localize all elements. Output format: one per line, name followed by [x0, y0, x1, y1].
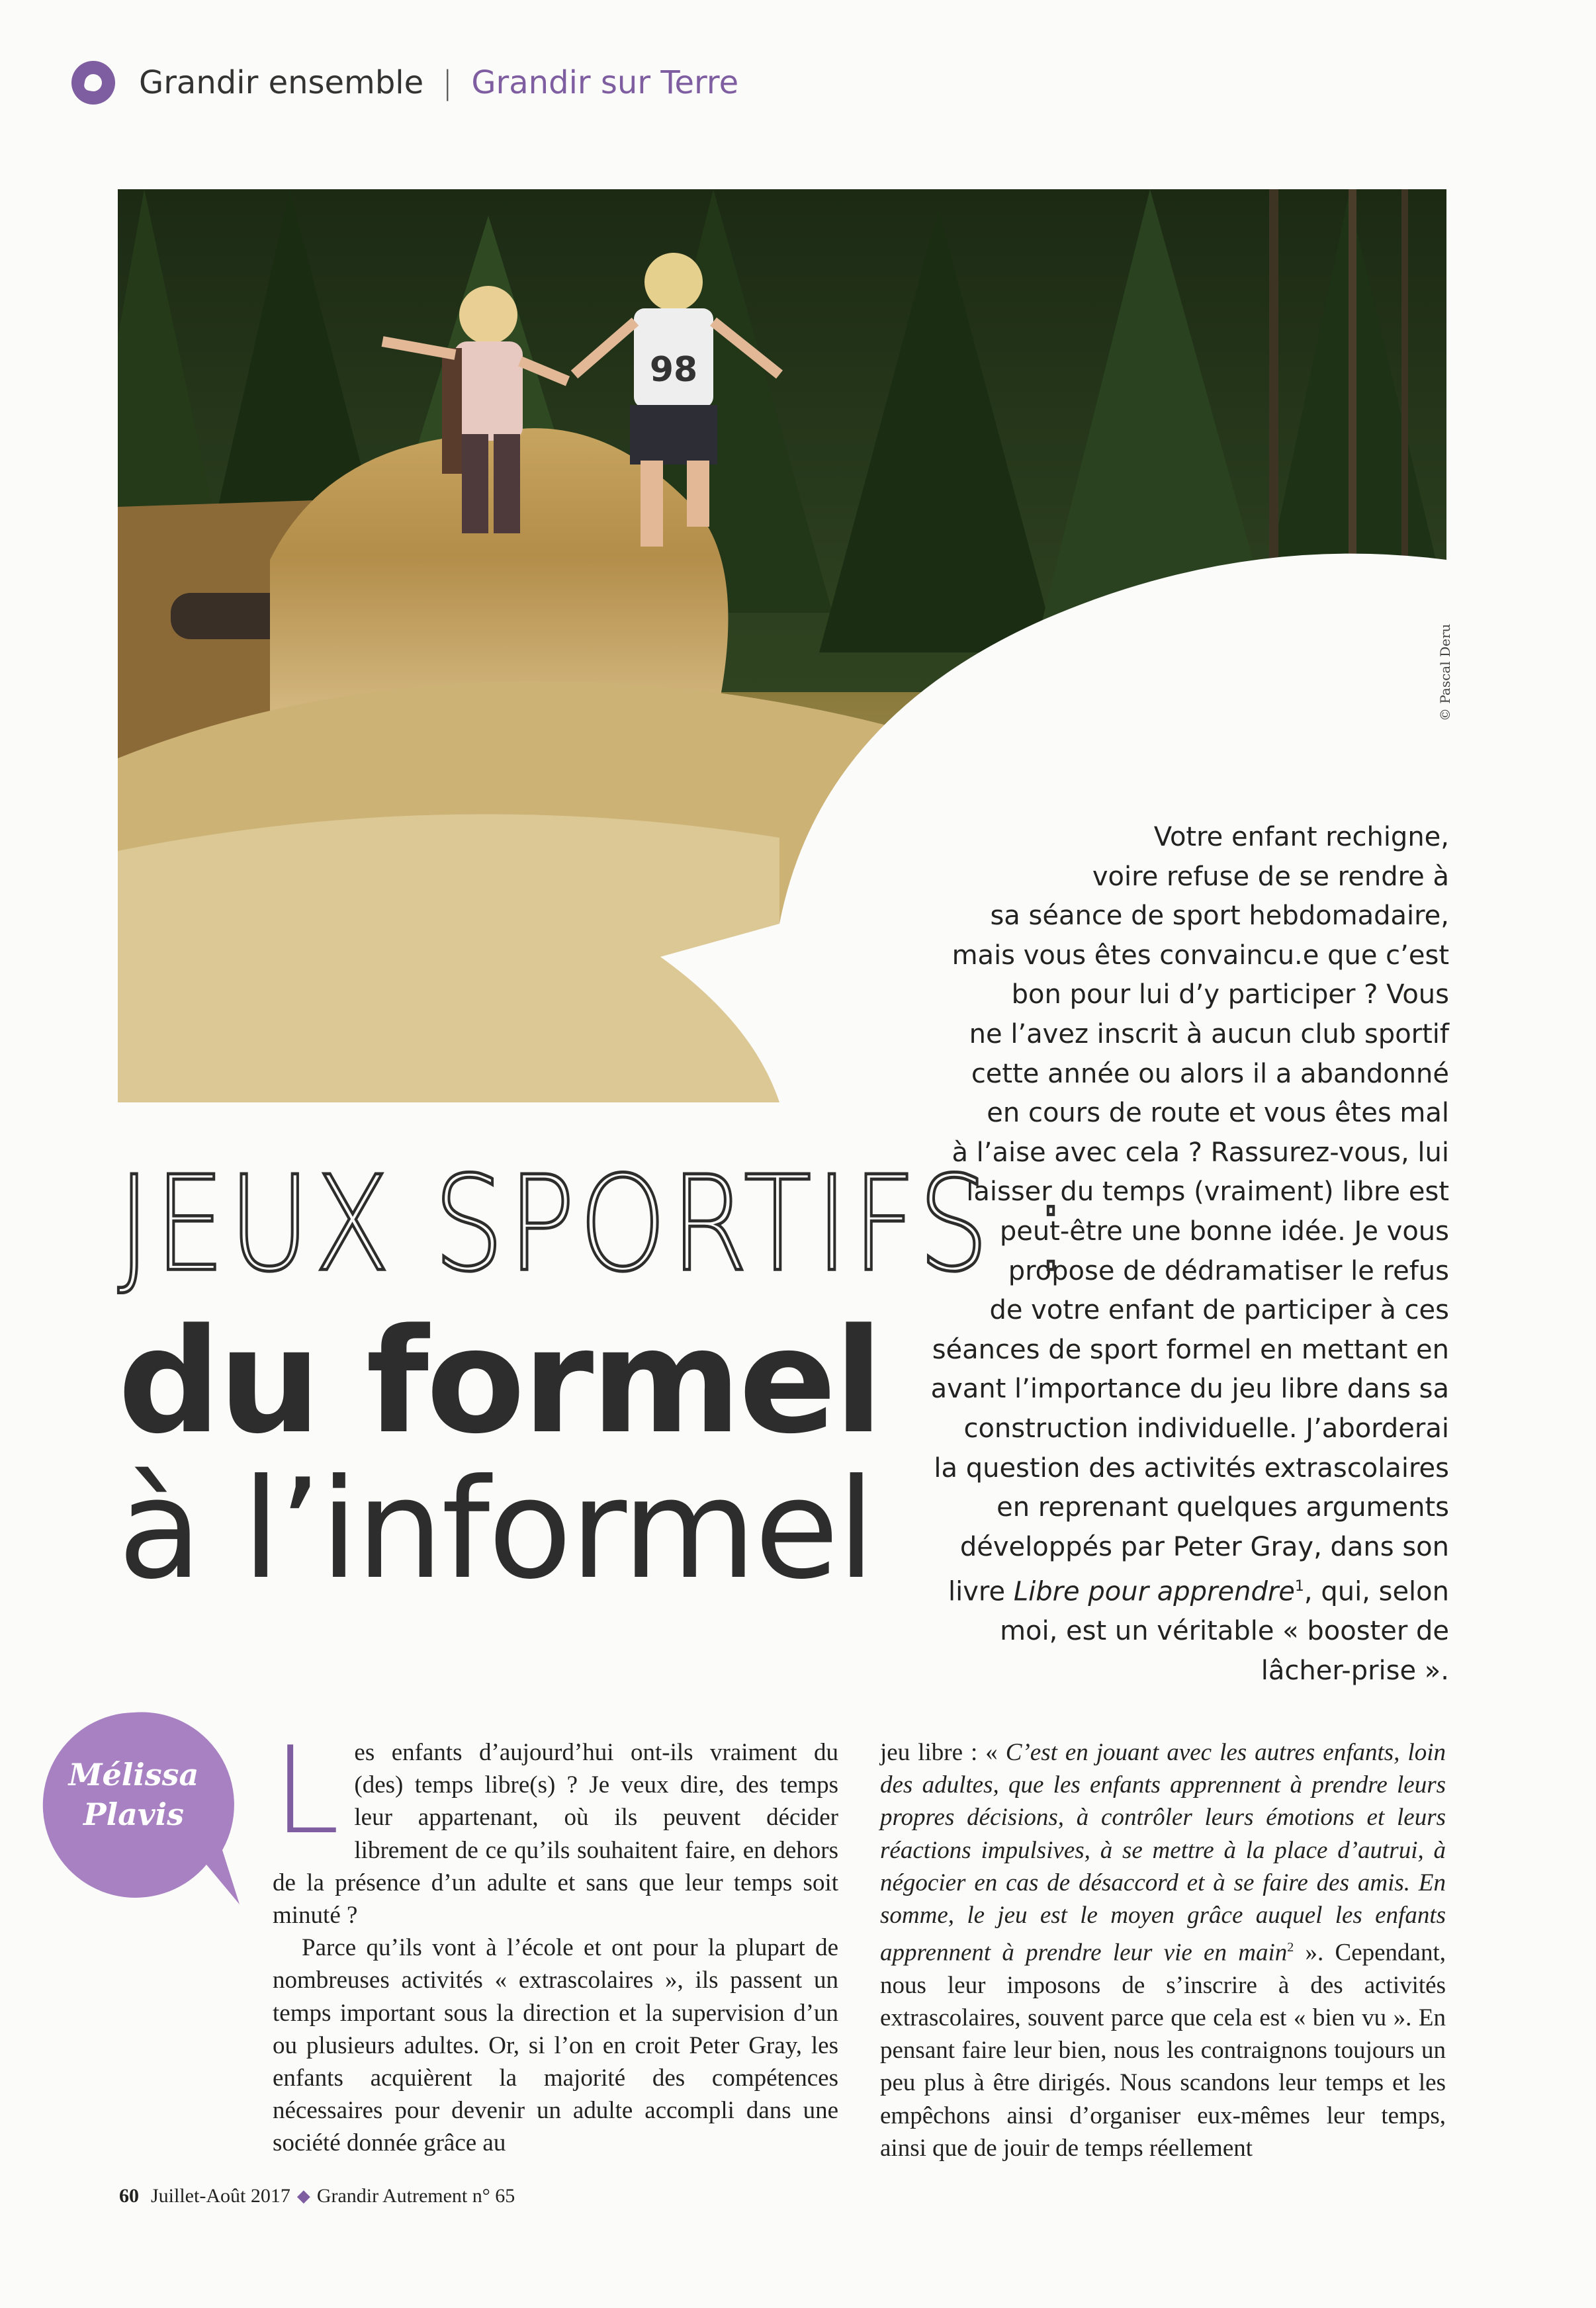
page-number: 60: [119, 2185, 139, 2207]
author-name: [34, 1755, 233, 1834]
intro-line: bon pour lui d’y participer ? Vous: [1011, 979, 1449, 1010]
intro-line: voire refuse de se rendre à: [1092, 861, 1449, 892]
magazine-name: Grandir Autrement n° 65: [316, 2185, 515, 2207]
intro-line: mais vous êtes convaincu.e que c’est: [952, 940, 1449, 971]
paragraph-text: es enfants d’aujourd’hui ont-ils vraiment du (des) temps libre(s) ? Je veux dire, des temps leur appartenant, où ils peuvent décider librement de ce qu’ils souhaitent faire, en dehors de la présence d’un adulte et sans que leur temps soit minuté ?: [273, 1739, 838, 1930]
author-bubble: [34, 1706, 245, 1916]
intro-line: construction individuelle. J’aborderai: [963, 1413, 1449, 1444]
title-line-2: du formel: [118, 1298, 881, 1466]
footnote-ref: 1: [1294, 1578, 1304, 1595]
section-title: Grandir ensemble: [139, 64, 424, 101]
author-last-name: Plavis: [83, 1797, 184, 1832]
subsection-title: Grandir sur Terre: [471, 64, 739, 101]
intro-line: laisser du temps (vraiment) libre est: [966, 1176, 1449, 1208]
intro-line: en reprenant quelques arguments: [997, 1492, 1449, 1523]
quote: C’est en jouant avec les autres enfants, loin des adultes, que les enfants apprennent à prendre leurs propres décisions, à contrôler leurs émotions et leurs réactions impulsives, à se mettre à la place d’autrui, à négocier en cas de désaccord et à se faire des amis. En somme, le jeu est le moyen grâce auquel les enfants apprennent à prendre leur vie en main: [880, 1739, 1446, 1967]
section-header: [71, 60, 738, 106]
footnote-ref: 2: [1287, 1940, 1294, 1955]
intro-line: séances de sport formel en mettant en: [932, 1334, 1449, 1365]
paragraph: [273, 1720, 838, 1931]
diamond-icon: ◆: [296, 2186, 310, 2205]
paragraph-text: ». Cependant, nous leur imposons de s’inscrire à des activités extrascolaires, souvent parce que cela est « bien vu ». En pensant faire leur bien, nous les contraignons toujours un peu plus à être dirigés. Nous scandons leur temps et les empêchons ainsi d’organiser eux-mêmes leur temps, ainsi que de jouir de temps réellement: [880, 1939, 1446, 2162]
intro-line: lâcher-prise ».: [1261, 1655, 1449, 1686]
page-footer: [119, 2185, 515, 2207]
intro-line: en cours de route et vous êtes mal: [987, 1098, 1449, 1129]
body-column-1: [273, 1720, 838, 2160]
intro-line: à l’aise avec cela ? Rassurez-vous, lui: [952, 1137, 1449, 1168]
intro-line: moi, est un véritable « booster de: [1000, 1616, 1449, 1647]
author-first-name: Mélissa: [68, 1757, 199, 1793]
paragraph: Parce qu’ils vont à l’école et ont pour la plupart de nombreuses activités « extrascolaires », ils passent un temps important sous la direction et la supervision d’un ou plusieurs adultes. Or, si l’on en croit Peter Gray, les enfants acquièrent la majorité des compétences nécessaires pour devenir un adulte accompli dans une société donnée grâce au: [273, 1934, 838, 2157]
intro-line: de votre enfant de participer à ces: [989, 1295, 1449, 1326]
intro-line: sa séance de sport hebdomadaire,: [990, 901, 1449, 932]
photo-credit: © Pascal Deru: [1437, 623, 1453, 721]
intro-line: propose de dédramatiser le refus: [1008, 1255, 1449, 1286]
title-line-1: JEUX SPORTIFS :: [118, 1147, 1074, 1301]
paragraph: [880, 1736, 1446, 2164]
paragraph-text: jeu libre : «: [880, 1739, 1006, 1766]
intro-line: développés par Peter Gray, dans son: [959, 1531, 1449, 1562]
speech-bubble-logo-icon: [71, 61, 115, 105]
title-line-3: à l’informel: [118, 1450, 873, 1610]
intro-line: ne l’avez inscrit à aucun club sportif: [969, 1018, 1449, 1049]
svg-text:98: 98: [649, 350, 698, 390]
intro-text: livre: [948, 1576, 1014, 1607]
header-separator: |: [442, 64, 453, 101]
intro-line: Votre enfant rechigne,: [1153, 822, 1449, 852]
book-title: Libre pour apprendre: [1013, 1576, 1295, 1607]
intro-line: avant l’importance du jeu libre dans sa: [930, 1374, 1449, 1405]
issue-date: Juillet-Août 2017: [151, 2185, 290, 2207]
intro-line: la question des activités extrascolaires: [934, 1452, 1449, 1484]
intro-line: peut-être une bonne idée. Je vous: [999, 1216, 1449, 1247]
intro-line: cette année ou alors il a abandonné: [971, 1058, 1449, 1089]
intro-text: , qui, selon: [1304, 1576, 1449, 1607]
drop-cap: L: [273, 1720, 340, 1861]
body-column-2: [880, 1736, 1446, 2164]
